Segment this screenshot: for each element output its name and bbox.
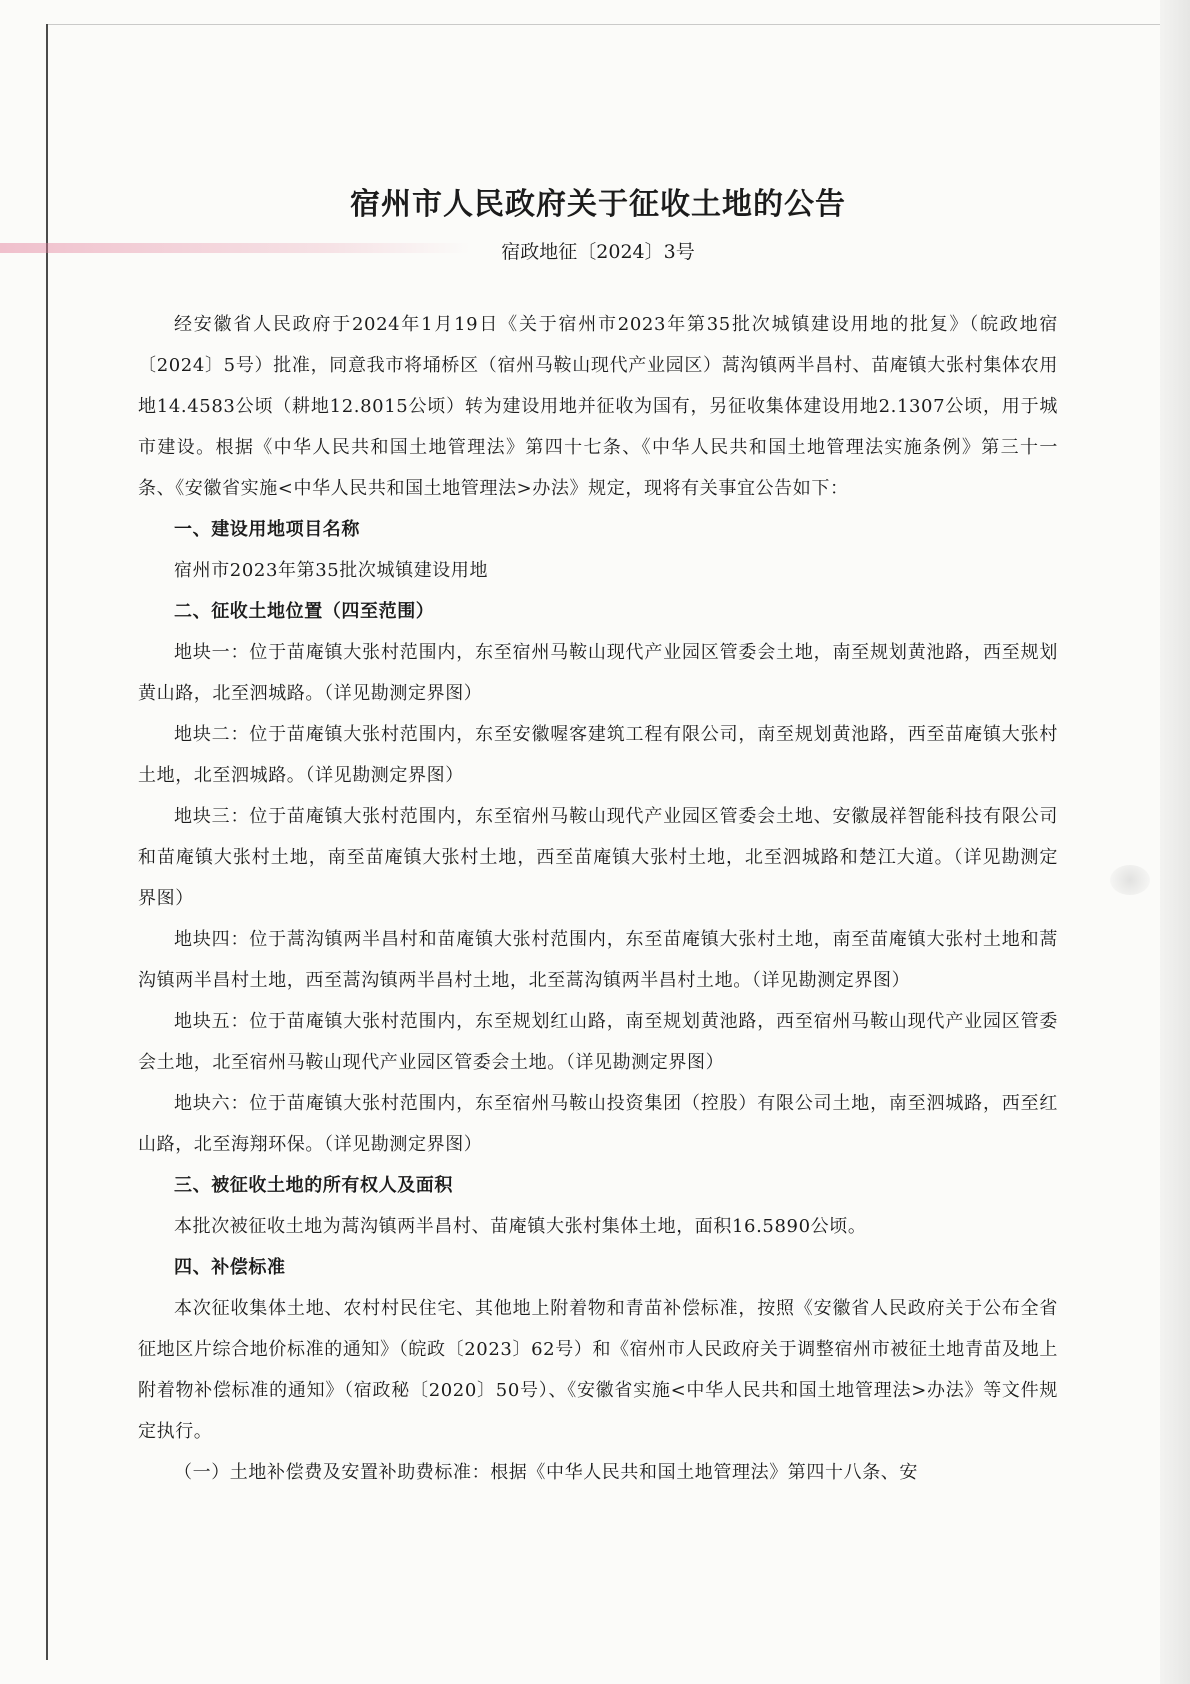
parcel-1: 地块一：位于苗庵镇大张村范围内，东至宿州马鞍山现代产业园区管委会土地，南至规划黄池路，西至规划黄山路，北至泗城路。（详见勘测定界图） xyxy=(138,642,1058,704)
section-4-heading: 四、补偿标准 xyxy=(174,1257,286,1278)
section-1-text: 宿州市2023年第35批次城镇建设用地 xyxy=(174,560,489,581)
page-edge-left xyxy=(46,24,48,1660)
page-edge-top xyxy=(48,24,1168,25)
intro-paragraph: 经安徽省人民政府于2024年1月19日《关于宿州市2023年第35批次城镇建设用地的批复》（皖政地宿〔2024〕5号）批准，同意我市将埇桥区（宿州马鞍山现代产业园区）蒿沟镇两半昌村、苗庵镇大张村集体农用地14.4583公顷（耕地12.8015公顷）转为建设用地并征收为国有，另征收集体建设用地2.1307公顷，用于城市建设。根据《中华人民共和国土地管理法》第四十七条、《中华人民共和国土地管理法实施条例》第三十一条、《安徽省实施<中华人民共和国土地管理法>办法》规定，现将有关事宜公告如下： xyxy=(138,314,1058,499)
section-3-text: 本批次被征收土地为蒿沟镇两半昌村、苗庵镇大张村集体土地，面积16.5890公顷。 xyxy=(174,1216,867,1237)
parcel-6: 地块六：位于苗庵镇大张村范围内，东至宿州马鞍山投资集团（控股）有限公司土地，南至泗城路，西至红山路，北至海翔环保。（详见勘测定界图） xyxy=(138,1093,1058,1155)
section-4-text: 本次征收集体土地、农村村民住宅、其他地上附着物和青苗补偿标准，按照《安徽省人民政府关于公布全省征地区片综合地价标准的通知》（皖政〔2023〕62号）和《宿州市人民政府关于调整宿州市被征土地青苗及地上附着物补偿标准的通知》（宿政秘〔2020〕50号）、《安徽省实施<中华人民共和国土地管理法>办法》等文件规定执行。 xyxy=(138,1298,1058,1442)
section-2-heading: 二、征收土地位置（四至范围） xyxy=(174,601,435,622)
document-number: 宿政地征〔2024〕3号 xyxy=(501,241,695,263)
document-body xyxy=(138,178,1058,1493)
scan-smudge xyxy=(1110,865,1150,895)
parcel-5: 地块五：位于苗庵镇大张村范围内，东至规划红山路，南至规划黄池路，西至宿州马鞍山现代产业园区管委会土地，北至宿州马鞍山现代产业园区管委会土地。（详见勘测定界图） xyxy=(138,1011,1058,1073)
section-3-heading: 三、被征收土地的所有权人及面积 xyxy=(174,1175,453,1196)
page-edge-right xyxy=(1160,0,1190,1684)
document-title: 宿州市人民政府关于征收土地的公告 xyxy=(350,187,846,222)
parcel-4: 地块四：位于蒿沟镇两半昌村和苗庵镇大张村范围内，东至苗庵镇大张村土地，南至苗庵镇大张村土地和蒿沟镇两半昌村土地，西至蒿沟镇两半昌村土地，北至蒿沟镇两半昌村土地。（详见勘测定界图） xyxy=(138,929,1058,991)
parcel-3: 地块三：位于苗庵镇大张村范围内，东至宿州马鞍山现代产业园区管委会土地、安徽晟祥智能科技有限公司和苗庵镇大张村土地，南至苗庵镇大张村土地，西至苗庵镇大张村土地，北至泗城路和楚江大道。（详见勘测定界图） xyxy=(138,806,1058,909)
section-4-subsection-1: （一）土地补偿费及安置补助费标准：根据《中华人民共和国土地管理法》第四十八条、安 xyxy=(174,1462,918,1483)
parcel-2: 地块二：位于苗庵镇大张村范围内，东至安徽喔客建筑工程有限公司，南至规划黄池路，西至苗庵镇大张村土地，北至泗城路。（详见勘测定界图） xyxy=(138,724,1058,786)
section-1-heading: 一、建设用地项目名称 xyxy=(174,519,360,540)
